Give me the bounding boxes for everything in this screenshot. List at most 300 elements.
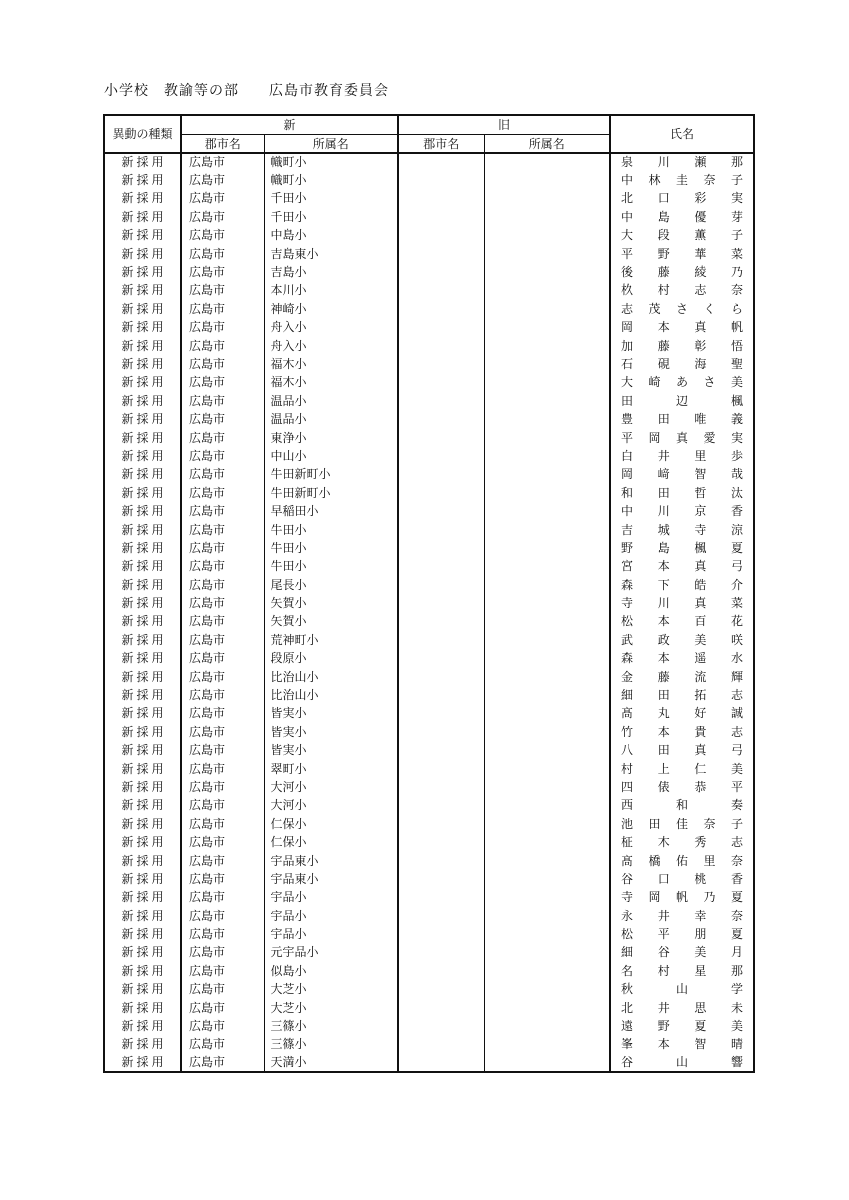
transfer-type-cell: 新 採 用 [104, 888, 181, 906]
new-city-cell: 広島市 [181, 943, 264, 961]
new-school-cell: 皆実小 [264, 723, 398, 741]
table-row [104, 557, 754, 575]
teacher-name-cell: 岡 本 真 帆 [621, 320, 744, 335]
old-school-cell [484, 171, 610, 189]
new-school-cell: 似島小 [264, 962, 398, 980]
old-school-cell [484, 833, 610, 851]
old-school-cell [484, 925, 610, 943]
old-city-cell [398, 281, 484, 299]
transfer-type-cell: 新 採 用 [104, 300, 181, 318]
teacher-name-cell: 宮 本 真 弓 [621, 559, 744, 574]
transfer-type-cell: 新 採 用 [104, 208, 181, 226]
new-city-cell: 広島市 [181, 649, 264, 667]
teacher-name-cell: 杦 村 志 奈 [621, 283, 744, 298]
table-row [104, 447, 754, 465]
old-city-cell [398, 557, 484, 575]
old-city-cell [398, 741, 484, 759]
teacher-name-cell: 吉 城 寺 涼 [621, 522, 744, 537]
old-school-cell [484, 318, 610, 336]
table-row [104, 392, 754, 410]
teacher-name-cell: 寺 岡 帆 乃 夏 [621, 890, 744, 905]
old-city-cell [398, 796, 484, 814]
old-city-cell [398, 998, 484, 1016]
old-school-cell [484, 1035, 610, 1053]
header-new-city: 郡市名 [181, 134, 264, 153]
table-row [104, 778, 754, 796]
new-school-cell: 舟入小 [264, 318, 398, 336]
new-school-cell: 比治山小 [264, 686, 398, 704]
new-school-cell: 牛田小 [264, 520, 398, 538]
new-city-cell: 広島市 [181, 815, 264, 833]
transfer-type-cell: 新 採 用 [104, 980, 181, 998]
table-row [104, 741, 754, 759]
old-city-cell [398, 539, 484, 557]
new-school-cell: 宇品小 [264, 925, 398, 943]
old-city-cell [398, 300, 484, 318]
teacher-name-cell: 八 田 真 弓 [621, 743, 744, 758]
teacher-name-cell: 森 本 遥 水 [621, 651, 744, 666]
transfer-type-cell: 新 採 用 [104, 410, 181, 428]
new-city-cell: 広島市 [181, 171, 264, 189]
new-city-cell: 広島市 [181, 557, 264, 575]
new-school-cell: 本川小 [264, 281, 398, 299]
teacher-name-cell: 中 林 圭 奈 子 [621, 173, 744, 188]
old-city-cell [398, 392, 484, 410]
transfer-type-cell: 新 採 用 [104, 851, 181, 869]
table-row [104, 704, 754, 722]
new-school-cell: 段原小 [264, 649, 398, 667]
transfer-type-cell: 新 採 用 [104, 925, 181, 943]
old-school-cell [484, 189, 610, 207]
teacher-name-cell: 平 野 華 菜 [621, 246, 744, 261]
old-city-cell [398, 943, 484, 961]
old-school-cell [484, 796, 610, 814]
new-school-cell: 温品小 [264, 392, 398, 410]
old-school-cell [484, 612, 610, 630]
old-school-cell [484, 465, 610, 483]
table-row [104, 226, 754, 244]
new-school-cell: 牛田小 [264, 557, 398, 575]
old-city-cell [398, 410, 484, 428]
old-city-cell [398, 428, 484, 446]
old-school-cell [484, 575, 610, 593]
transfer-type-cell: 新 採 用 [104, 355, 181, 373]
new-school-cell: 千田小 [264, 208, 398, 226]
old-city-cell [398, 244, 484, 262]
transfer-type-cell: 新 採 用 [104, 612, 181, 630]
transfer-type-cell: 新 採 用 [104, 759, 181, 777]
new-school-cell: 千田小 [264, 189, 398, 207]
new-school-cell: 中山小 [264, 447, 398, 465]
new-school-cell: 皆実小 [264, 741, 398, 759]
transfer-type-cell: 新 採 用 [104, 336, 181, 354]
old-city-cell [398, 318, 484, 336]
new-city-cell: 広島市 [181, 355, 264, 373]
new-school-cell: 翠町小 [264, 759, 398, 777]
new-city-cell: 広島市 [181, 980, 264, 998]
table-row [104, 300, 754, 318]
transfer-type-cell: 新 採 用 [104, 833, 181, 851]
old-city-cell [398, 778, 484, 796]
teacher-name-cell: 遠 野 夏 美 [621, 1019, 744, 1034]
new-school-cell: 比治山小 [264, 667, 398, 685]
old-city-cell [398, 373, 484, 391]
table-row [104, 171, 754, 189]
old-city-cell [398, 1017, 484, 1035]
new-school-cell: 三篠小 [264, 1017, 398, 1035]
new-school-cell: 牛田新町小 [264, 484, 398, 502]
new-city-cell: 広島市 [181, 575, 264, 593]
transfer-type-cell: 新 採 用 [104, 171, 181, 189]
old-school-cell [484, 226, 610, 244]
new-school-cell: 仁保小 [264, 833, 398, 851]
header-new-group: 新 [181, 115, 398, 134]
old-school-cell [484, 281, 610, 299]
new-city-cell: 広島市 [181, 447, 264, 465]
table-row [104, 1017, 754, 1035]
teacher-name-cell: 寺 川 真 菜 [621, 596, 744, 611]
new-city-cell: 広島市 [181, 962, 264, 980]
table-row [104, 153, 754, 171]
table-row [104, 962, 754, 980]
old-city-cell [398, 171, 484, 189]
old-city-cell [398, 575, 484, 593]
header-old-affiliation: 所属名 [484, 134, 610, 153]
table-row [104, 686, 754, 704]
teacher-name-cell: 谷 口 桃 香 [621, 871, 744, 886]
teacher-name-cell: 竹 本 貴 志 [621, 724, 744, 739]
transfer-type-cell: 新 採 用 [104, 1017, 181, 1035]
teacher-name-cell: 四 俵 恭 平 [621, 779, 744, 794]
new-city-cell: 広島市 [181, 502, 264, 520]
new-school-cell: 宇品小 [264, 888, 398, 906]
old-school-cell [484, 539, 610, 557]
header-old-group: 旧 [398, 115, 610, 134]
old-school-cell [484, 594, 610, 612]
teacher-name-cell: 和 田 哲 汰 [621, 485, 744, 500]
table-row [104, 631, 754, 649]
transfer-type-cell: 新 採 用 [104, 943, 181, 961]
new-school-cell: 牛田新町小 [264, 465, 398, 483]
new-city-cell: 広島市 [181, 612, 264, 630]
personnel-transfer-table [103, 114, 755, 1073]
transfer-type-cell: 新 採 用 [104, 723, 181, 741]
old-school-cell [484, 741, 610, 759]
transfer-type-cell: 新 採 用 [104, 704, 181, 722]
teacher-name-cell: 大 崎 あ さ 美 [621, 375, 744, 390]
old-school-cell [484, 428, 610, 446]
new-city-cell: 広島市 [181, 1035, 264, 1053]
new-school-cell: 早稲田小 [264, 502, 398, 520]
new-city-cell: 広島市 [181, 888, 264, 906]
new-school-cell: 福木小 [264, 355, 398, 373]
teacher-name-cell: 平 岡 真 愛 実 [621, 430, 744, 445]
old-city-cell [398, 189, 484, 207]
old-school-cell [484, 631, 610, 649]
transfer-type-cell: 新 採 用 [104, 373, 181, 391]
old-school-cell [484, 667, 610, 685]
old-city-cell [398, 208, 484, 226]
table-row [104, 1035, 754, 1053]
new-school-cell: 仁保小 [264, 815, 398, 833]
transfer-type-cell: 新 採 用 [104, 557, 181, 575]
teacher-name-cell: 中 川 京 香 [621, 504, 744, 519]
new-city-cell: 広島市 [181, 1054, 264, 1072]
teacher-name-cell: 岡 﨑 智 哉 [621, 467, 744, 482]
old-city-cell [398, 667, 484, 685]
table-row [104, 980, 754, 998]
table-row [104, 815, 754, 833]
old-school-cell [484, 851, 610, 869]
old-school-cell [484, 520, 610, 538]
teacher-name-cell: 大 段 薫 子 [621, 228, 744, 243]
table-row [104, 575, 754, 593]
teacher-name-cell: 金 藤 流 輝 [621, 669, 744, 684]
teacher-name-cell: 柾 木 秀 志 [621, 835, 744, 850]
table-header [104, 115, 754, 153]
table-row [104, 998, 754, 1016]
table-row [104, 1054, 754, 1072]
new-city-cell: 広島市 [181, 318, 264, 336]
transfer-type-cell: 新 採 用 [104, 244, 181, 262]
new-city-cell: 広島市 [181, 153, 264, 171]
transfer-type-cell: 新 採 用 [104, 263, 181, 281]
transfer-type-cell: 新 採 用 [104, 649, 181, 667]
teacher-name-cell: 石 硯 海 聖 [621, 356, 744, 371]
old-city-cell [398, 851, 484, 869]
old-city-cell [398, 1035, 484, 1053]
transfer-type-cell: 新 採 用 [104, 631, 181, 649]
table-row [104, 281, 754, 299]
new-school-cell: 宇品東小 [264, 851, 398, 869]
new-city-cell: 広島市 [181, 741, 264, 759]
new-school-cell: 吉島小 [264, 263, 398, 281]
transfer-type-cell: 新 採 用 [104, 815, 181, 833]
header-transfer-type: 異動の種類 [104, 115, 181, 153]
transfer-type-cell: 新 採 用 [104, 447, 181, 465]
transfer-type-cell: 新 採 用 [104, 392, 181, 410]
old-school-cell [484, 300, 610, 318]
old-school-cell [484, 373, 610, 391]
new-school-cell: 三篠小 [264, 1035, 398, 1053]
table-row [104, 796, 754, 814]
new-school-cell: 幟町小 [264, 171, 398, 189]
transfer-type-cell: 新 採 用 [104, 998, 181, 1016]
new-city-cell: 広島市 [181, 392, 264, 410]
teacher-name-cell: 西 和 奏 [621, 798, 744, 813]
transfer-type-cell: 新 採 用 [104, 428, 181, 446]
new-school-cell: 神崎小 [264, 300, 398, 318]
table-row [104, 907, 754, 925]
table-row [104, 833, 754, 851]
new-school-cell: 中島小 [264, 226, 398, 244]
new-city-cell: 広島市 [181, 428, 264, 446]
new-school-cell: 舟入小 [264, 336, 398, 354]
old-school-cell [484, 759, 610, 777]
new-school-cell: 大芝小 [264, 980, 398, 998]
old-school-cell [484, 778, 610, 796]
teacher-name-cell: 森 下 皓 介 [621, 577, 744, 592]
old-school-cell [484, 907, 610, 925]
new-school-cell: 福木小 [264, 373, 398, 391]
old-city-cell [398, 1054, 484, 1072]
new-city-cell: 広島市 [181, 263, 264, 281]
old-school-cell [484, 962, 610, 980]
table-row [104, 649, 754, 667]
old-city-cell [398, 612, 484, 630]
new-city-cell: 広島市 [181, 189, 264, 207]
transfer-type-cell: 新 採 用 [104, 686, 181, 704]
old-school-cell [484, 998, 610, 1016]
teacher-name-cell: 豊 田 唯 義 [621, 412, 744, 427]
transfer-type-cell: 新 採 用 [104, 796, 181, 814]
transfer-type-cell: 新 採 用 [104, 189, 181, 207]
table-row [104, 520, 754, 538]
old-city-cell [398, 502, 484, 520]
teacher-name-cell: 名 村 星 那 [621, 963, 744, 978]
table-row [104, 410, 754, 428]
old-city-cell [398, 907, 484, 925]
new-school-cell: 東浄小 [264, 428, 398, 446]
table-row [104, 465, 754, 483]
table-row [104, 539, 754, 557]
table-row [104, 189, 754, 207]
teacher-name-cell: 永 井 幸 奈 [621, 908, 744, 923]
old-city-cell [398, 704, 484, 722]
transfer-type-cell: 新 採 用 [104, 226, 181, 244]
transfer-type-cell: 新 採 用 [104, 539, 181, 557]
transfer-type-cell: 新 採 用 [104, 318, 181, 336]
table-row [104, 502, 754, 520]
table-row [104, 667, 754, 685]
teacher-name-cell: 志 茂 さ く ら [621, 301, 744, 316]
new-city-cell: 広島市 [181, 484, 264, 502]
old-city-cell [398, 226, 484, 244]
new-city-cell: 広島市 [181, 998, 264, 1016]
old-school-cell [484, 686, 610, 704]
new-city-cell: 広島市 [181, 833, 264, 851]
transfer-type-cell: 新 採 用 [104, 281, 181, 299]
old-school-cell [484, 484, 610, 502]
transfer-type-cell: 新 採 用 [104, 741, 181, 759]
transfer-type-cell: 新 採 用 [104, 502, 181, 520]
teacher-name-cell: 峯 本 智 晴 [621, 1037, 744, 1052]
transfer-type-cell: 新 採 用 [104, 520, 181, 538]
new-city-cell: 広島市 [181, 925, 264, 943]
new-city-cell: 広島市 [181, 281, 264, 299]
transfer-type-cell: 新 採 用 [104, 484, 181, 502]
page-title: 小学校 教諭等の部 広島市教育委員会 [104, 84, 389, 99]
teacher-name-cell: 髙 丸 好 誠 [621, 706, 744, 721]
header-old-city: 郡市名 [398, 134, 484, 153]
old-school-cell [484, 649, 610, 667]
new-city-cell: 広島市 [181, 907, 264, 925]
new-city-cell: 広島市 [181, 1017, 264, 1035]
table-row [104, 888, 754, 906]
new-city-cell: 広島市 [181, 870, 264, 888]
old-school-cell [484, 208, 610, 226]
old-school-cell [484, 723, 610, 741]
teacher-name-cell: 髙 橋 佑 里 奈 [621, 853, 744, 868]
old-school-cell [484, 263, 610, 281]
old-school-cell [484, 815, 610, 833]
old-city-cell [398, 520, 484, 538]
new-city-cell: 広島市 [181, 226, 264, 244]
old-city-cell [398, 594, 484, 612]
transfer-type-cell: 新 採 用 [104, 594, 181, 612]
new-school-cell: 天満小 [264, 1054, 398, 1072]
new-city-cell: 広島市 [181, 465, 264, 483]
new-city-cell: 広島市 [181, 778, 264, 796]
old-city-cell [398, 962, 484, 980]
table-row [104, 318, 754, 336]
teacher-name-cell: 松 平 朋 夏 [621, 927, 744, 942]
teacher-name-cell: 野 島 楓 夏 [621, 540, 744, 555]
old-school-cell [484, 1017, 610, 1035]
new-city-cell: 広島市 [181, 796, 264, 814]
old-city-cell [398, 759, 484, 777]
transfer-type-cell: 新 採 用 [104, 907, 181, 925]
old-school-cell [484, 1054, 610, 1072]
new-city-cell: 広島市 [181, 704, 264, 722]
table-row [104, 244, 754, 262]
new-city-cell: 広島市 [181, 244, 264, 262]
teacher-name-cell: 白 井 里 歩 [621, 448, 744, 463]
old-city-cell [398, 336, 484, 354]
new-city-cell: 広島市 [181, 667, 264, 685]
old-city-cell [398, 465, 484, 483]
old-city-cell [398, 649, 484, 667]
old-school-cell [484, 410, 610, 428]
old-school-cell [484, 447, 610, 465]
old-school-cell [484, 980, 610, 998]
table-row [104, 943, 754, 961]
new-city-cell: 広島市 [181, 373, 264, 391]
old-city-cell [398, 355, 484, 373]
teacher-name-cell: 武 政 美 咲 [621, 632, 744, 647]
old-school-cell [484, 888, 610, 906]
table-row [104, 723, 754, 741]
transfer-type-cell: 新 採 用 [104, 465, 181, 483]
table-row [104, 208, 754, 226]
transfer-type-cell: 新 採 用 [104, 1035, 181, 1053]
old-city-cell [398, 815, 484, 833]
teacher-name-cell: 松 本 百 花 [621, 614, 744, 629]
table-row [104, 428, 754, 446]
old-city-cell [398, 888, 484, 906]
header-name: 氏名 [610, 115, 754, 153]
teacher-name-cell: 中 島 優 芽 [621, 209, 744, 224]
transfer-type-cell: 新 採 用 [104, 153, 181, 171]
old-school-cell [484, 557, 610, 575]
old-city-cell [398, 686, 484, 704]
table-row [104, 373, 754, 391]
new-school-cell: 大河小 [264, 778, 398, 796]
table-row [104, 870, 754, 888]
new-city-cell: 広島市 [181, 520, 264, 538]
new-school-cell: 幟町小 [264, 153, 398, 171]
teacher-name-cell: 村 上 仁 美 [621, 761, 744, 776]
teacher-name-cell: 北 井 思 未 [621, 1000, 744, 1015]
transfer-type-cell: 新 採 用 [104, 667, 181, 685]
new-school-cell: 大芝小 [264, 998, 398, 1016]
teacher-name-cell: 池 田 佳 奈 子 [621, 816, 744, 831]
old-city-cell [398, 484, 484, 502]
new-school-cell: 皆実小 [264, 704, 398, 722]
new-school-cell: 吉島東小 [264, 244, 398, 262]
old-school-cell [484, 943, 610, 961]
table-row [104, 355, 754, 373]
